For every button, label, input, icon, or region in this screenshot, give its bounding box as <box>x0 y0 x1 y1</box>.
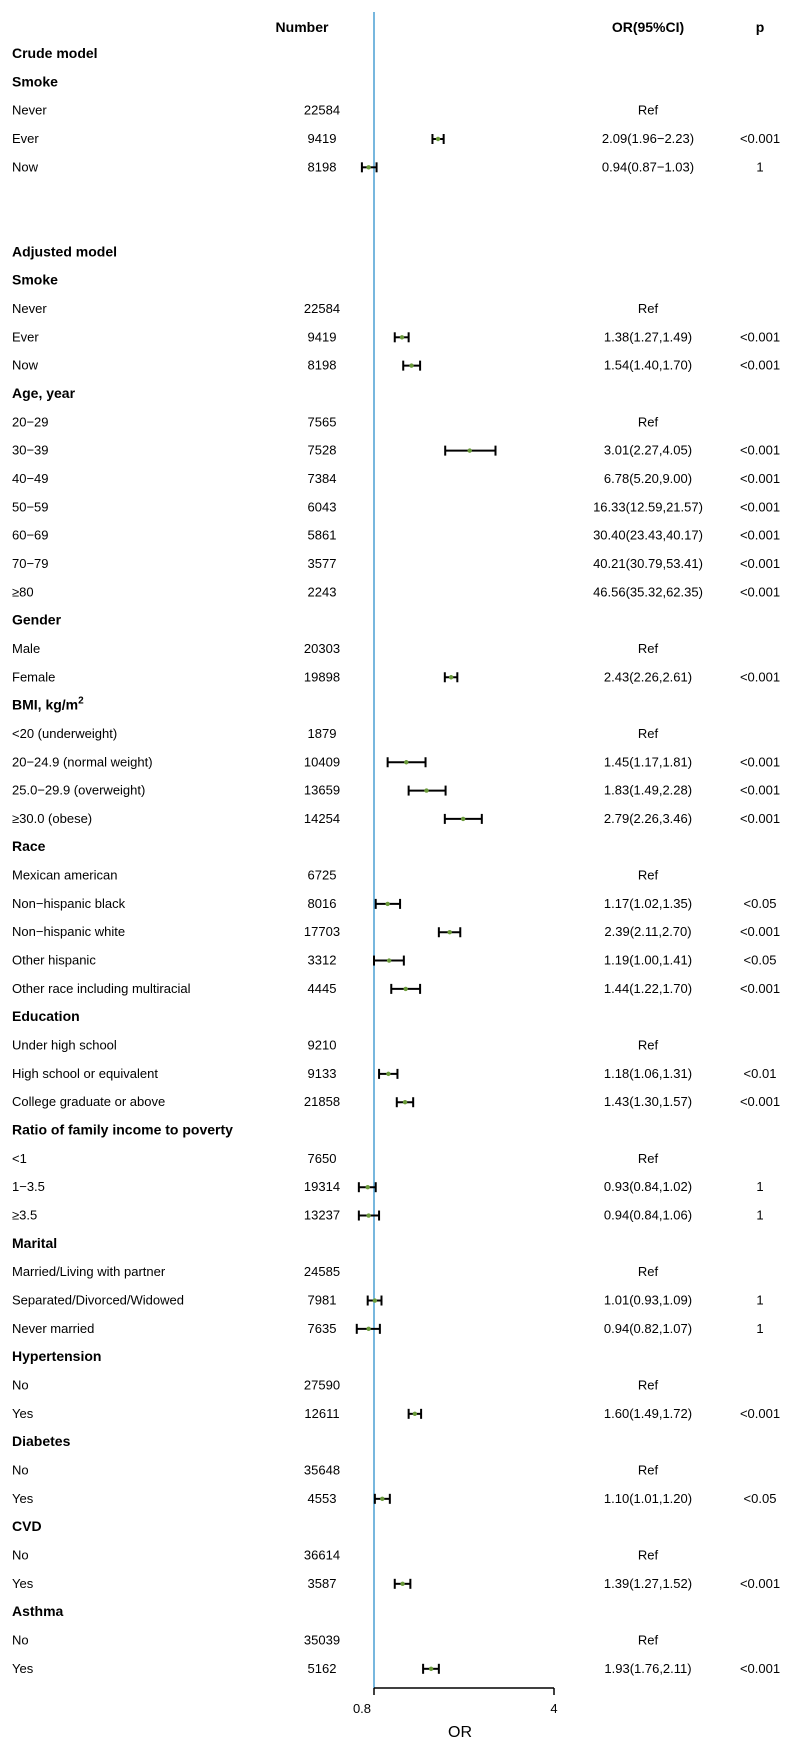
row-label: 60−69 <box>12 527 49 543</box>
row-or-ci: 16.33(12.59,21.57) <box>593 499 703 515</box>
row-or-ci: 0.94(0.87−1.03) <box>601 159 695 175</box>
row-or-ci: 1.17(1.02,1.35) <box>603 895 693 911</box>
or-point <box>447 930 451 934</box>
row-p-value: <0.001 <box>739 1660 781 1676</box>
row-number: 19898 <box>303 669 341 685</box>
row-p-value: <0.001 <box>739 442 781 458</box>
row-p-value: <0.001 <box>739 754 781 770</box>
row-label: No <box>12 1377 29 1393</box>
group-label: Education <box>12 1008 80 1025</box>
row-label: Other hispanic <box>12 952 96 968</box>
or-point <box>387 958 391 962</box>
row-number: 22584 <box>303 102 341 118</box>
row-number: 10409 <box>303 754 341 770</box>
or-point <box>404 760 408 764</box>
row-number: 13237 <box>303 1207 341 1223</box>
row-number: 12611 <box>304 1405 340 1421</box>
row-number: 5861 <box>307 527 337 543</box>
row-label: <20 (underweight) <box>12 725 118 741</box>
row-or-ci: 1.18(1.06,1.31) <box>603 1065 693 1081</box>
row-number: 21858 <box>303 1094 341 1110</box>
row-p-value: <0.05 <box>743 952 777 968</box>
row-p-value: <0.001 <box>739 1575 781 1591</box>
forest-marks <box>357 134 496 1674</box>
or-point <box>436 137 440 141</box>
header-p: p <box>755 19 765 35</box>
row-or-ci: Ref <box>637 300 659 316</box>
row-number: 6043 <box>307 499 337 515</box>
or-point <box>366 1213 370 1217</box>
row-label: Now <box>12 357 39 373</box>
row-number: 3587 <box>307 1575 337 1591</box>
section-label: Adjusted model <box>12 243 118 260</box>
row-number: 19314 <box>303 1179 341 1195</box>
row-number: 2243 <box>307 584 337 600</box>
row-or-ci: 2.09(1.96−2.23) <box>601 130 695 146</box>
row-p-value: 1 <box>756 159 764 175</box>
row-label: Non−hispanic white <box>12 924 126 940</box>
or-point <box>366 1327 370 1331</box>
row-number: 8198 <box>307 357 337 373</box>
row-or-ci: Ref <box>637 1547 659 1563</box>
row-or-ci: 1.38(1.27,1.49) <box>603 329 693 345</box>
row-or-ci: 1.83(1.49,2.28) <box>603 782 693 798</box>
row-label: Now <box>12 159 39 175</box>
row-label: <1 <box>12 1150 27 1166</box>
row-label: Male <box>12 640 41 656</box>
x-tick-label-low: 0.8 <box>352 1701 372 1716</box>
or-point <box>409 363 413 367</box>
row-or-ci: Ref <box>637 1264 659 1280</box>
row-or-ci: 1.54(1.40,1.70) <box>603 357 693 373</box>
row-p-value: <0.05 <box>743 895 777 911</box>
row-number: 3312 <box>307 952 337 968</box>
or-point <box>400 335 404 339</box>
row-label: Non−hispanic black <box>12 895 126 911</box>
or-point <box>373 1298 377 1302</box>
row-p-value: 1 <box>756 1292 764 1308</box>
row-p-value: <0.001 <box>739 1405 781 1421</box>
row-number: 13659 <box>303 782 341 798</box>
or-point <box>429 1667 433 1671</box>
row-number: 7981 <box>307 1292 337 1308</box>
row-or-ci: 3.01(2.27,4.05) <box>603 442 693 458</box>
row-or-ci: 2.43(2.26,2.61) <box>603 669 693 685</box>
or-point <box>386 1072 390 1076</box>
group-label: Smoke <box>12 271 58 288</box>
row-or-ci: 2.39(2.11,2.70) <box>604 924 692 940</box>
row-label: No <box>12 1632 29 1648</box>
row-p-value: <0.001 <box>739 782 781 798</box>
group-label: Gender <box>12 611 62 628</box>
row-p-value: 1 <box>756 1320 764 1336</box>
row-or-ci: 1.93(1.76,2.11) <box>604 1660 692 1676</box>
row-number: 27590 <box>303 1377 341 1393</box>
row-number: 22584 <box>303 300 341 316</box>
row-or-ci: 6.78(5.20,9.00) <box>603 470 693 486</box>
row-p-value: 1 <box>756 1207 764 1223</box>
row-label: Ever <box>12 130 39 146</box>
row-number: 9419 <box>307 130 337 146</box>
row-or-ci: Ref <box>637 867 659 883</box>
forest-rows <box>12 45 780 1676</box>
row-or-ci: 1.43(1.30,1.57) <box>603 1094 693 1110</box>
or-point <box>385 902 389 906</box>
row-number: 7650 <box>307 1150 337 1166</box>
row-number: 35039 <box>303 1632 341 1648</box>
row-label: Never <box>12 102 47 118</box>
row-label: 20−29 <box>12 414 49 430</box>
superscript: 2 <box>78 695 84 707</box>
or-point <box>449 675 453 679</box>
group-label: Hypertension <box>12 1348 102 1365</box>
row-label: Separated/Divorced/Widowed <box>12 1292 184 1308</box>
row-or-ci: 1.60(1.49,1.72) <box>603 1405 693 1421</box>
row-or-ci: 1.10(1.01,1.20) <box>603 1490 693 1506</box>
row-label: 40−49 <box>12 470 49 486</box>
or-point <box>413 1412 417 1416</box>
row-label: Other race including multiracial <box>12 980 191 996</box>
row-number: 4553 <box>307 1490 337 1506</box>
row-label: 30−39 <box>12 442 49 458</box>
row-or-ci: 40.21(30.79,53.41) <box>593 555 703 571</box>
group-label: Marital <box>12 1234 58 1251</box>
row-p-value: <0.001 <box>739 980 781 996</box>
row-label: 20−24.9 (normal weight) <box>12 754 153 770</box>
row-number: 8016 <box>307 895 337 911</box>
row-or-ci: Ref <box>637 640 659 656</box>
group-label: Race <box>12 838 46 855</box>
row-label: 25.0−29.9 (overweight) <box>12 782 146 798</box>
row-or-ci: Ref <box>637 1150 659 1166</box>
row-p-value: <0.001 <box>739 584 781 600</box>
row-or-ci: 0.94(0.82,1.07) <box>603 1320 693 1336</box>
row-or-ci: Ref <box>637 102 659 118</box>
row-number: 6725 <box>307 867 337 883</box>
row-number: 8198 <box>307 159 337 175</box>
row-or-ci: 30.40(23.43,40.17) <box>593 527 703 543</box>
or-point <box>461 817 465 821</box>
row-p-value: <0.05 <box>743 1490 777 1506</box>
row-p-value: <0.001 <box>739 810 781 826</box>
x-tick-label-high: 4 <box>550 1701 558 1716</box>
row-number: 7635 <box>307 1320 337 1336</box>
or-point <box>468 448 472 452</box>
row-label: Yes <box>12 1490 34 1506</box>
row-number: 9133 <box>307 1065 337 1081</box>
group-label: Asthma <box>12 1603 64 1620</box>
row-label: 1−3.5 <box>12 1179 45 1195</box>
row-label: Under high school <box>12 1037 117 1053</box>
row-p-value: <0.001 <box>739 527 781 543</box>
or-point <box>403 987 407 991</box>
row-or-ci: Ref <box>637 725 659 741</box>
row-number: 20303 <box>303 640 341 656</box>
row-number: 36614 <box>303 1547 341 1563</box>
row-number: 5162 <box>307 1660 337 1676</box>
row-number: 9210 <box>307 1037 337 1053</box>
row-p-value: <0.001 <box>739 470 781 486</box>
row-label: ≥80 <box>12 584 34 600</box>
row-label: Yes <box>12 1660 34 1676</box>
row-or-ci: 1.01(0.93,1.09) <box>603 1292 693 1308</box>
row-p-value: <0.001 <box>739 1094 781 1110</box>
row-number: 7384 <box>307 470 337 486</box>
row-p-value: <0.01 <box>743 1065 777 1081</box>
row-or-ci: 46.56(35.32,62.35) <box>593 584 703 600</box>
row-p-value: <0.001 <box>739 555 781 571</box>
row-label: ≥30.0 (obese) <box>12 810 93 826</box>
header-or: OR(95%CI) <box>611 19 685 35</box>
row-number: 9419 <box>307 329 337 345</box>
row-or-ci: Ref <box>637 1462 659 1478</box>
or-point <box>424 788 428 792</box>
row-or-ci: Ref <box>637 1632 659 1648</box>
row-label: College graduate or above <box>12 1094 166 1110</box>
group-label: Smoke <box>12 73 58 90</box>
row-label: No <box>12 1462 29 1478</box>
row-number: 1879 <box>307 725 337 741</box>
row-or-ci: Ref <box>637 414 659 430</box>
row-or-ci: 0.94(0.84,1.06) <box>603 1207 693 1223</box>
row-number: 7565 <box>307 414 337 430</box>
row-label: Yes <box>12 1575 34 1591</box>
row-label: Married/Living with partner <box>12 1264 166 1280</box>
row-or-ci: Ref <box>637 1037 659 1053</box>
row-number: 35648 <box>303 1462 341 1478</box>
row-p-value: <0.001 <box>739 357 781 373</box>
or-point <box>403 1100 407 1104</box>
row-number: 24585 <box>303 1264 341 1280</box>
row-or-ci: 2.79(2.26,3.46) <box>603 810 693 826</box>
row-p-value: <0.001 <box>739 329 781 345</box>
row-label: 50−59 <box>12 499 49 515</box>
header-number: Number <box>275 19 329 35</box>
section-label: Crude model <box>12 45 98 61</box>
row-label: ≥3.5 <box>12 1207 38 1223</box>
row-p-value: 1 <box>756 1179 764 1195</box>
row-number: 17703 <box>303 924 341 940</box>
row-number: 7528 <box>307 442 337 458</box>
or-point <box>400 1582 404 1586</box>
row-p-value: <0.001 <box>739 499 781 515</box>
row-or-ci: 0.93(0.84,1.02) <box>603 1179 693 1195</box>
group-label: BMI, $kg/m^2$ <box>12 695 84 713</box>
row-label: Yes <box>12 1405 34 1421</box>
row-label: Ever <box>12 329 39 345</box>
row-number: 4445 <box>307 980 337 996</box>
row-label: No <box>12 1547 29 1563</box>
row-p-value: <0.001 <box>739 130 781 146</box>
or-point <box>366 165 370 169</box>
row-label: Mexican american <box>12 867 118 883</box>
group-label: Age, year <box>12 384 76 401</box>
group-label: Ratio of family income to poverty <box>12 1121 233 1138</box>
row-or-ci: Ref <box>637 1377 659 1393</box>
or-point <box>365 1185 369 1189</box>
x-axis-label: OR <box>448 1724 472 1741</box>
row-number: 3577 <box>307 555 337 571</box>
row-label: 70−79 <box>12 555 49 571</box>
row-label: Never married <box>12 1320 95 1336</box>
row-or-ci: 1.39(1.27,1.52) <box>603 1575 693 1591</box>
or-point <box>380 1497 384 1501</box>
row-or-ci: 1.45(1.17,1.81) <box>603 754 693 770</box>
row-label: Never <box>12 300 47 316</box>
row-number: 14254 <box>303 810 341 826</box>
row-label: High school or equivalent <box>12 1065 158 1081</box>
row-p-value: <0.001 <box>739 924 781 940</box>
row-label: Female <box>12 669 56 685</box>
row-or-ci: 1.44(1.22,1.70) <box>603 980 693 996</box>
group-label: CVD <box>12 1518 42 1535</box>
row-or-ci: 1.19(1.00,1.41) <box>603 952 693 968</box>
group-label: Diabetes <box>12 1433 71 1450</box>
row-p-value: <0.001 <box>739 669 781 685</box>
